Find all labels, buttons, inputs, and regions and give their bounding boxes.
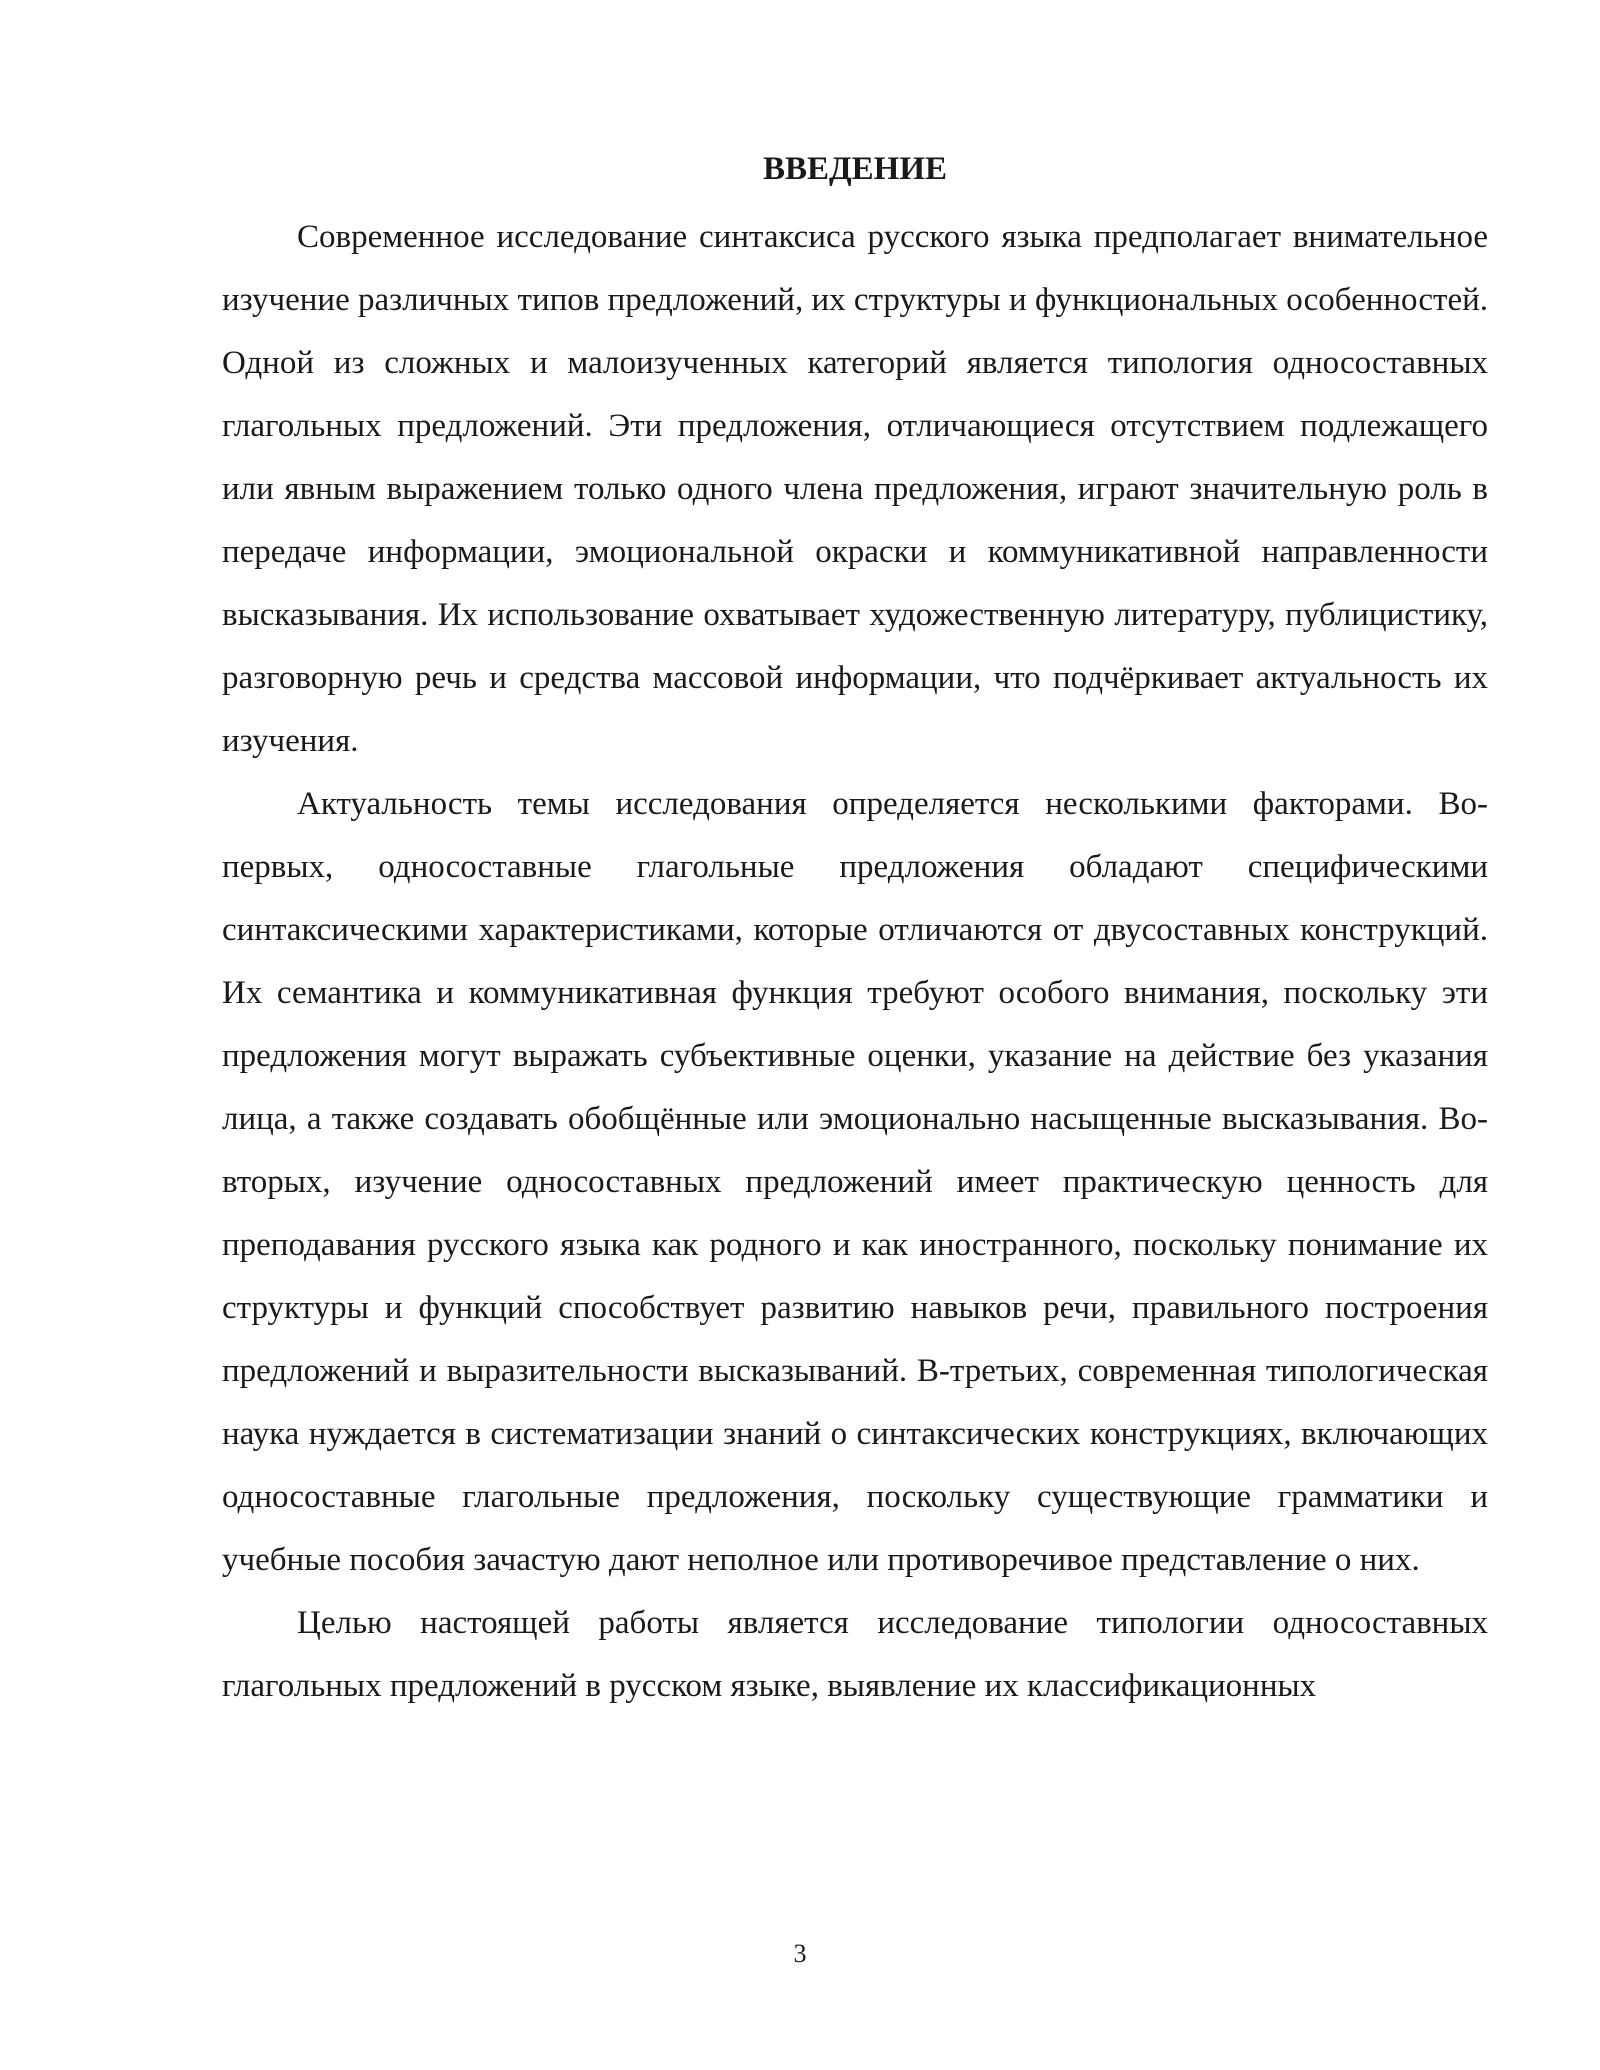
section-heading: ВВЕДЕНИЕ xyxy=(762,151,948,187)
paragraph-relevance: Актуальность темы исследования определяется несколькими факторами. Во-первых, односоставные глагольные предложения обладают специфическими синтаксическими характеристиками, которые отличаются от двусоставных конструкций. Их семантика и коммуникативная функция требуют особого внимания, поскольку эти предложения могут выражать субъективные оценки, указание на действие без указания лица, а также создавать обобщённые или эмоционально насыщенные высказывания. Во-вторых, изучение односоставных предложений имеет практическую ценность для преподавания русского языка как родного и как иностранного, поскольку понимание их структуры и функций способствует развитию навыков речи, правильного построения предложений и выразительности высказываний. В-третьих, современная типологическая наука нуждается в систематизации знаний о синтаксических конструкциях, включающих односоставные глагольные предложения, поскольку существующие грамматики и учебные пособия зачастую дают неполное или противоречивое представление о них. xyxy=(222,786,1488,1578)
body-text xyxy=(222,206,1488,1718)
page-number: 3 xyxy=(793,1939,807,1968)
paragraph-introduction: Современное исследование синтаксиса русского языка предполагает внимательное изучение различных типов предложений, их структуры и функциональных особенностей. Одной из сложных и малоизученных категорий является типология односоставных глагольных предложений. Эти предложения, отличающиеся отсутствием подлежащего или явным выражением только одного члена предложения, играют значительную роль в передаче информации, эмоциональной окраски и коммуникативной направленности высказывания. Их использование охватывает художественную литературу, публицистику, разговорную речь и средства массовой информации, что подчёркивает актуальность их изучения. xyxy=(222,219,1488,759)
paragraph-goal: Целью настоящей работы является исследование типологии односоставных глагольных предложений в русском языке, выявление их классификационных xyxy=(222,1605,1488,1704)
